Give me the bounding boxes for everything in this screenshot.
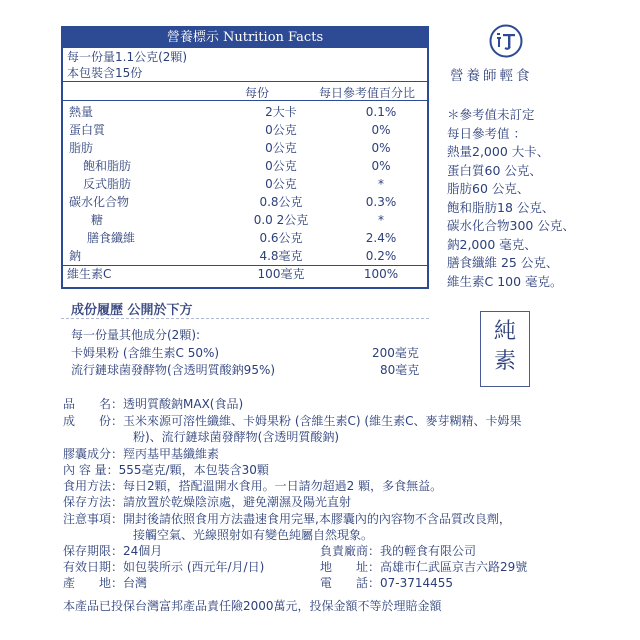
reference-line: 脂肪60 公克、 — [447, 181, 530, 196]
vegetarian-badge — [480, 311, 530, 387]
expiry-label: 有效日期： — [63, 560, 124, 574]
nutrient-name: 蛋白質 — [69, 123, 106, 137]
serving-size: 每一份量1.1公克(2顆) — [67, 50, 188, 64]
nutrient-amount: 0公克 — [265, 141, 297, 155]
nutrient-amount: 0公克 — [265, 159, 297, 173]
notes-label: 注意事項： — [63, 512, 124, 526]
nutrient-amount: 0.6公克 — [259, 231, 303, 245]
phone-line — [320, 575, 453, 591]
nutrient-percent: 2.4% — [365, 231, 397, 245]
content-line — [63, 462, 269, 478]
usage-value: 每日2顆，搭配溫開水食用。一日請勿超過2 顆，多食無益。 — [123, 479, 443, 493]
nutrient-amount: 2大卡 — [265, 105, 297, 119]
phone-value: 07-3714455 — [380, 576, 454, 590]
ingredient-amount: 200毫克 — [372, 346, 419, 360]
content-value: 555毫克/顆，本包裝含30顆 — [118, 463, 269, 477]
nutrition-row — [63, 265, 427, 283]
origin-line — [63, 575, 147, 591]
ingredients-intro: 每一份量其他成分(2顆): — [71, 328, 201, 342]
capsule-line — [63, 446, 219, 462]
reference-line: 膳食纖維 25 公克、 — [447, 255, 559, 270]
reference-line: 蛋白質60 公克、 — [447, 162, 542, 178]
nutrient-name: 糖 — [91, 213, 104, 227]
notes-line-2: 接觸空氣、光線照射如有變色純屬自然現象。 — [133, 528, 374, 542]
nutrition-row — [63, 194, 427, 211]
nutrition-row — [63, 230, 427, 247]
nutrient-name: 飽和脂肪 — [83, 159, 132, 173]
product-name-line — [63, 396, 243, 412]
badge-char: 素 — [493, 349, 516, 374]
expiry-value: 如包裝所示 (西元年/月/日) — [123, 560, 265, 574]
nutrient-amount: 0.8公克 — [259, 195, 303, 209]
reference-line: 飽和脂肪18 公克、 — [447, 199, 555, 215]
nutrition-row — [63, 158, 427, 175]
product-name-value: 透明質酸鈉MAX(食品) — [123, 397, 244, 411]
nutrient-percent: 0% — [371, 123, 391, 137]
nutrient-percent: 0.1% — [365, 105, 397, 119]
nutrition-row — [63, 176, 427, 193]
nutrient-percent: 100% — [363, 267, 399, 281]
nutrient-amount: 0公克 — [265, 123, 297, 137]
col-per-serving: 每份 — [245, 86, 270, 100]
section-divider — [61, 318, 429, 319]
nutrient-percent: 0.2% — [365, 249, 397, 263]
nutrient-name: 熱量 — [69, 105, 94, 119]
ingredients-value: 玉米來源可溶性纖維、卡姆果粉 (含維生素C) (維生素C、麥芽糊精、卡姆果 — [123, 414, 522, 428]
storage-line — [63, 494, 351, 510]
serving-info — [63, 48, 427, 82]
col-daily-percent: 每日參考值百分比 — [319, 86, 416, 100]
capsule-value: 羥丙基甲基纖維素 — [123, 447, 220, 461]
reference-line: ＊參考值未訂定 — [447, 107, 535, 122]
reference-line: 維生素C 100 毫克。 — [447, 273, 563, 289]
nutrient-name: 脂肪 — [69, 141, 94, 155]
nutrient-percent: 0.3% — [365, 195, 397, 209]
notes-value: 開封後請依照食用方法盡速食用完畢,本膠囊內的內容物不含品質改良劑， — [123, 512, 511, 526]
storage-value: 請放置於乾燥陰涼處，避免潮濕及陽光直射 — [123, 495, 352, 509]
nutrient-percent: 0% — [371, 141, 391, 155]
content-label: 內 容 量： — [63, 463, 119, 477]
shelf-life-line — [63, 543, 162, 559]
nutrition-row — [63, 212, 427, 229]
nutrient-amount: 4.8毫克 — [259, 249, 303, 263]
shelf-life-value: 24個月 — [123, 544, 163, 558]
insurance-note: 本產品已投保台灣富邦產品責任險2000萬元，投保金額不等於理賠金額 — [63, 599, 442, 613]
shelf-life-label: 保存期限： — [63, 544, 124, 558]
nutrition-column-header — [63, 82, 427, 101]
maker-line — [320, 543, 476, 559]
nutrient-percent: * — [378, 177, 384, 191]
reference-line: 鈉2,000 毫克、 — [447, 236, 537, 252]
nutrient-name: 膳食纖維 — [87, 231, 136, 245]
storage-label: 保存方法： — [63, 495, 124, 509]
ingredient-name: 卡姆果粉 (含維生素C 50%) — [71, 346, 220, 360]
nutrient-amount: 0.0 2公克 — [253, 213, 309, 227]
reference-line: 每日參考值 ： — [447, 125, 526, 141]
address-label: 地 址： — [320, 560, 381, 574]
nutrient-name: 反式脂肪 — [83, 177, 132, 191]
maker-value: 我的輕食有限公司 — [380, 544, 477, 558]
capsule-label: 膠囊成分： — [63, 447, 124, 461]
nutrient-amount: 100毫克 — [257, 267, 305, 281]
usage-line — [63, 478, 442, 494]
nutrition-row — [63, 140, 427, 157]
nutrient-percent: 0% — [371, 159, 391, 173]
nutrient-name: 碳水化合物 — [69, 195, 130, 209]
nutrition-row — [63, 248, 427, 265]
ingredient-name: 流行鏈球菌發酵物(含透明質酸鈉95%) — [71, 363, 276, 377]
usage-label: 食用方法： — [63, 479, 124, 493]
brand-name: 營養師輕食 — [450, 68, 533, 84]
notes-line — [63, 511, 511, 527]
product-name-label: 品 名： — [63, 397, 124, 411]
ingredients-line-2: 粉)、流行鏈球菌發酵物(含透明質酸鈉) — [133, 430, 340, 444]
nutrient-name: 維生素C — [67, 267, 112, 281]
reference-line: 碳水化合物300 公克、 — [447, 218, 575, 233]
address-line — [320, 559, 527, 575]
nutrition-header: 營養標示 Nutrition Facts — [63, 28, 427, 48]
nutrition-row — [63, 104, 427, 121]
maker-label: 負責廠商： — [320, 544, 381, 558]
nutrition-row — [63, 122, 427, 139]
badge-char: 純 — [493, 319, 516, 344]
ingredients-label: 成 份： — [63, 414, 124, 428]
nutrient-amount: 0公克 — [265, 177, 297, 191]
brand-logo-icon — [489, 24, 523, 58]
ingredients-line — [63, 413, 521, 429]
servings-per-pack: 本包裝含15份 — [67, 66, 143, 80]
nutrient-name: 鈉 — [69, 249, 82, 263]
expiry-line — [63, 559, 264, 575]
ingredients-section-title: 成份履歷 公開於下方 — [71, 303, 193, 318]
origin-label: 產 地： — [63, 576, 124, 590]
daily-reference — [447, 106, 575, 291]
phone-label: 電 話： — [320, 576, 381, 590]
origin-value: 台灣 — [123, 576, 148, 590]
nutrient-percent: * — [378, 213, 384, 227]
address-value: 高雄市仁武區京吉六路29號 — [380, 560, 528, 574]
nutrition-facts-table — [61, 26, 429, 289]
reference-line: 熱量2,000 大卡、 — [447, 144, 550, 159]
ingredient-amount: 80毫克 — [380, 363, 420, 377]
